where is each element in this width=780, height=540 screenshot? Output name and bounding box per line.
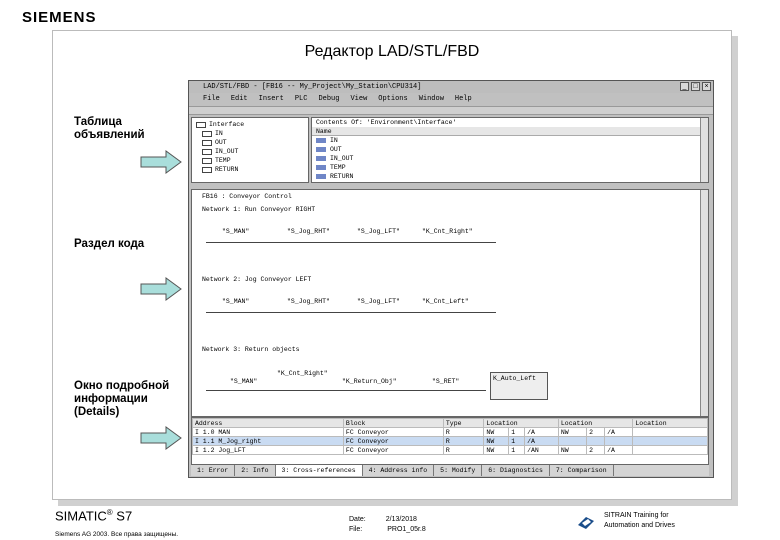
label-details: Окно подробной информации (Details) xyxy=(74,380,170,418)
contact-label: "S_MAN" xyxy=(230,378,258,385)
sitrain-text: SITRAIN Training for Automation and Drives xyxy=(604,512,675,529)
sitrain-logo-icon xyxy=(576,513,596,531)
grid-row-in-out[interactable]: IN_OUT xyxy=(312,154,708,163)
code-section xyxy=(191,189,709,417)
menu-bar xyxy=(189,94,713,105)
network-title: Network 2: Jog Conveyor LEFT xyxy=(202,276,312,283)
tree-item-temp[interactable]: TEMP xyxy=(192,156,308,165)
product-name: SIMATIC® S7 xyxy=(55,508,133,524)
tree-item-in[interactable]: IN xyxy=(192,129,308,138)
network-title: Network 3: Return objects xyxy=(202,346,300,353)
temp-icon xyxy=(316,165,326,170)
menu-insert[interactable]: Insert xyxy=(258,95,284,103)
declaration-tree xyxy=(191,117,309,183)
in-icon xyxy=(316,138,326,143)
in-out-icon xyxy=(202,149,212,155)
label-code: Раздел кода xyxy=(74,238,145,250)
menu-file[interactable]: File xyxy=(203,95,220,103)
grid-row-in[interactable]: IN xyxy=(312,136,708,145)
menu-window[interactable]: Window xyxy=(418,95,444,103)
grid-row-out[interactable]: OUT xyxy=(312,145,708,154)
return-icon xyxy=(316,174,326,179)
contact-label: "S_Jog_LFT" xyxy=(357,228,400,235)
minimize-icon[interactable]: _ xyxy=(680,82,689,91)
contact-label: "S_Jog_RHT" xyxy=(287,228,330,235)
arrow-right-icon xyxy=(140,426,182,450)
in-icon xyxy=(202,131,212,137)
rung-line xyxy=(206,312,496,313)
folder-icon xyxy=(196,122,206,128)
menu-options[interactable]: Options xyxy=(378,95,408,103)
contact-label: "S_MAN" xyxy=(222,228,250,235)
date-label: Date: xyxy=(349,516,366,523)
tab-address-info[interactable]: 4: Address info xyxy=(363,465,435,476)
maximize-icon[interactable]: □ xyxy=(691,82,700,91)
arrow-right-icon xyxy=(140,150,182,174)
column-header[interactable]: Location xyxy=(558,419,633,428)
tab-cross-references[interactable]: 3: Cross-references xyxy=(276,465,363,476)
code-scrollbar[interactable] xyxy=(700,190,708,416)
contact-label: "K_Cnt_Right" xyxy=(422,228,473,235)
contact-label: "S_Jog_LFT" xyxy=(357,298,400,305)
menu-plc[interactable]: PLC xyxy=(294,95,308,103)
toolbar xyxy=(189,106,713,115)
copyright: Siemens AG 2003. Все права защищены. xyxy=(55,531,179,539)
out-icon xyxy=(202,140,212,146)
window-title: LAD/STL/FBD - [FB16 -- My_Project\My_Station\CPU314] xyxy=(189,81,713,93)
table-row[interactable]: I 1.1 M_Jog_right FC Conveyor R NW 1 /A xyxy=(193,437,708,446)
grid-caption: Contents Of: 'Environment\Interface' xyxy=(316,119,457,126)
menu-help[interactable]: Help xyxy=(454,95,472,103)
tab-error[interactable]: 1: Error xyxy=(191,465,235,476)
contact-label: "S_Jog_RHT" xyxy=(287,298,330,305)
slide-title: Редактор LAD/STL/FBD xyxy=(304,43,480,60)
lad-editor-window xyxy=(188,80,714,478)
file-value: PRO1_05r.8 xyxy=(387,526,426,533)
tree-item-in-out[interactable]: IN_OUT xyxy=(192,147,308,156)
tree-item-return[interactable]: RETURN xyxy=(192,165,308,174)
declaration-grid xyxy=(311,117,709,183)
details-window xyxy=(191,417,709,465)
table-row[interactable]: I 1.0 MAN FC Conveyor R NW 1 /A NW 2 /A xyxy=(193,428,708,437)
out-icon xyxy=(316,147,326,152)
menu-edit[interactable]: Edit xyxy=(230,95,248,103)
table-row[interactable]: I 1.2 Jog_LFT FC Conveyor R NW 1 /AN NW 2 /A xyxy=(193,446,708,455)
file-label: File: xyxy=(349,526,363,533)
date-value: 2/13/2018 xyxy=(385,516,417,523)
column-header[interactable]: Type xyxy=(443,419,484,428)
grid-scrollbar[interactable] xyxy=(700,118,708,182)
temp-icon xyxy=(202,158,212,164)
details-tabs xyxy=(191,465,709,476)
grid-row-return[interactable]: RETURN xyxy=(312,172,708,181)
footer-left xyxy=(55,508,178,538)
rung-line xyxy=(206,242,496,243)
cross-reference-table xyxy=(192,418,708,455)
contact-label: "K_Cnt_Left" xyxy=(422,298,469,305)
menu-debug[interactable]: Debug xyxy=(318,95,340,103)
grid-row-temp[interactable]: TEMP xyxy=(312,163,708,172)
contact-label: "K_Return_Obj" xyxy=(342,378,397,385)
column-header[interactable]: Block xyxy=(343,419,443,428)
arrow-right-icon xyxy=(140,277,182,301)
return-icon xyxy=(202,167,212,173)
column-header[interactable]: Location xyxy=(633,419,708,428)
tree-item-interface[interactable]: Interface xyxy=(192,120,308,129)
contact-label: "S_RET" xyxy=(432,378,460,385)
label-declarations: Таблица объявлений xyxy=(74,116,145,141)
column-header[interactable]: Location xyxy=(484,419,558,428)
tab-modify[interactable]: 5: Modify xyxy=(434,465,482,476)
timer-box[interactable]: K_Auto_Left xyxy=(490,372,548,400)
tab-diagnostics[interactable]: 6: Diagnostics xyxy=(482,465,550,476)
menu-view[interactable]: View xyxy=(350,95,368,103)
block-title: FB16 : Conveyor Control xyxy=(202,193,292,200)
tree-item-out[interactable]: OUT xyxy=(192,138,308,147)
tab-comparison[interactable]: 7: Comparison xyxy=(550,465,614,476)
file-meta xyxy=(349,515,426,535)
tab-info[interactable]: 2: Info xyxy=(235,465,275,476)
column-header[interactable]: Address xyxy=(193,419,344,428)
network-title: Network 1: Run Conveyor RIGHT xyxy=(202,206,316,213)
contact-label: "K_Cnt_Right" xyxy=(277,370,328,377)
contact-label: "S_MAN" xyxy=(222,298,250,305)
siemens-logo: SIEMENS xyxy=(22,9,97,26)
rung-line xyxy=(206,390,486,391)
close-icon[interactable]: × xyxy=(702,82,711,91)
grid-column-name[interactable]: Name xyxy=(312,127,708,136)
in-out-icon xyxy=(316,156,326,161)
